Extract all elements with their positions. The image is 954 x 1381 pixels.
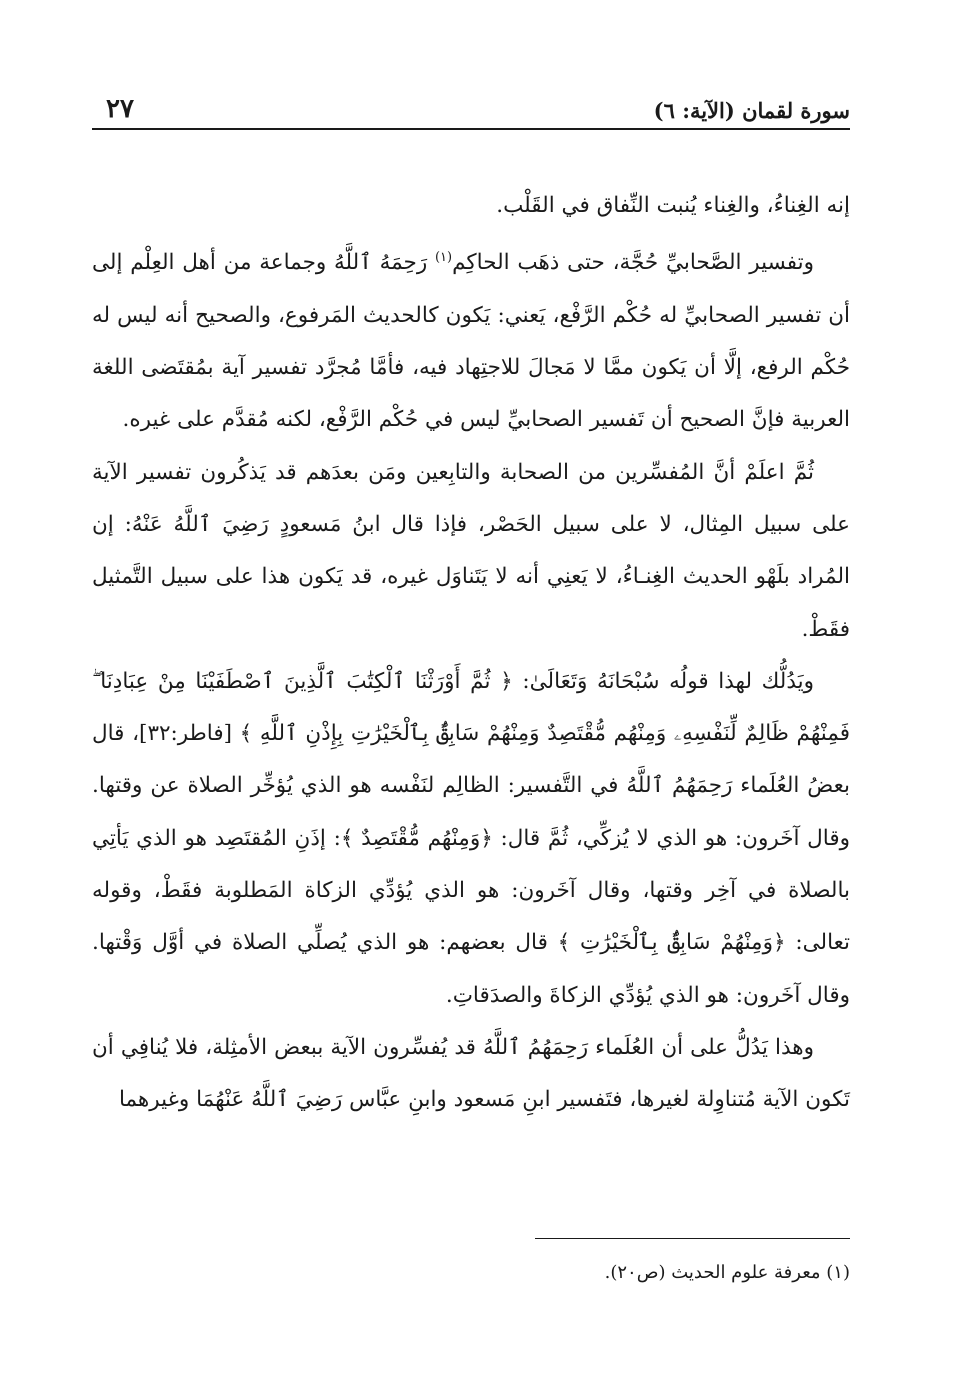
- running-title: سورة لقمان (الآية: ٦): [653, 98, 850, 123]
- footnote-marker: (١): [434, 250, 453, 266]
- paragraph: [92, 232, 850, 446]
- text-run: قال بعضهم: هو الذي يُصلِّي الصلاة في أوَّل وَقْتها. وقال آخَرون: هو الذي يُؤدِّي الزكاةَ والصدَقاتِ.: [92, 930, 850, 1008]
- paragraph: [92, 447, 850, 656]
- text-run: [فاطر:٣٢]، قال بعضُ العُلَماء رَحِمَهُمُ ٱللَّهُ في التَّفسير: الظالِم لنَفْسه هو الذي يُؤخِّر الصلاة عن وقتها. وقال آخَرون: هو الذي لا يُزكِّي، ثُمَّ قال:: [92, 721, 850, 851]
- page-header: [92, 92, 850, 132]
- page-number: ٢٧: [106, 94, 134, 124]
- text-run: إنه الغِناءُ، والغِناء يُنبت النِّفاق في القَلْب.: [496, 193, 850, 218]
- text-run: رَحِمَهُ ٱللَّهُ وجماعة من أهل العِلْم إلى أن تفسير الصحابيِّ له حُكْم الرَّفْع، يَعني: يَكون كالحديث المَرفوع، والصحيح أنه ليس له حُكْم الرفع، إلَّا أن يَكون ممَّا لا مَجالَ للاجتِهاد فيه، فأمَّا مُجرَّد تفسير آية بمُقتَضى اللغة العربية فإنَّ الصحيح أن تَفسير الصحابيِّ ليس في حُكْم الرَّفْع، لكنه مُقدَّم على غيره.: [92, 250, 850, 433]
- text-run: ويَدُلُّك لهذا قولُه سُبْحَانَهُ وَتَعَالَىٰ:: [512, 668, 814, 694]
- text-run: ثُمَّ اعلَمْ أنَّ المُفسِّرين من الصحابة والتابِعين ومَن بعدَهم قد يَذكُرون تفسير الآية على سبيل المِثال، لا على سبيل الحَصْر، فإذا قال ابنُ مَسعودٍ رَضِيَ ٱللَّهُ عَنْهُ: إن المُراد بلَهْو الحديث الغِنـاءُ، لا يَعنِي أنه لا يَتَناوَل غيره، قد يَكون هذا على سبيل التَّمثيل فقَطْ.: [92, 459, 850, 642]
- quran-verse: ﴿وَمِنْهُم مُّقْتَصِدٌ ﴾: [340, 825, 493, 851]
- text-run: وهذا يَدُلُّ على أن العُلَماء رَحِمَهُمُ ٱللَّهُ قد يُفسِّرون الآية ببعض الأمثِلة، فلا يُنافِي أن تَكون الآية مُتناوِلة لغيرها، فتَفسير ابنِ مَسعود وابنِ عبَّاس رَضِيَ ٱللَّهُ عَنْهُمَا وغيرهما: [92, 1034, 850, 1113]
- header-divider: [92, 128, 850, 130]
- paragraph: [92, 1022, 850, 1127]
- footnote: (١) معرفة علوم الحديث (ص٢٠).: [604, 1262, 850, 1283]
- quran-verse: ﴿ ثُمَّ أَوْرَثْنَا ٱلْكِتَٰبَ ٱلَّذِينَ ٱصْطَفَيْنَا مِنْ عِبَادِنَا ۖ فَمِنْهُمْ ظَالِمٌ لِّنَفْسِهِۦ وَمِنْهُم مُّقْتَصِدٌ وَمِنْهُمْ سَابِقٌۢ بِٱلْخَيْرَٰتِ بِإِذْنِ ٱللَّهِ ﴾: [92, 668, 850, 747]
- paragraph: [92, 656, 850, 1022]
- main-text: [92, 180, 850, 1127]
- quran-verse: ﴿وَمِنْهُمْ سَابِقٌۢ بِٱلْخَيْرَٰتِ ﴾: [557, 930, 786, 956]
- footnote-divider: [535, 1238, 850, 1239]
- paragraph: [92, 180, 850, 232]
- text-run: : إذَنِ المُقتَصِد هو الذي يَأتِي بالصلاة في آخِر وقتها، وقال آخَرون: هو الذي يُؤدِّي الزكاة المَطلوبة فقَطْ، وقوله تعالى:: [92, 825, 850, 956]
- text-run: وتفسير الصَّحابيِّ حُجَّة، حتى ذهَب الحاكِم: [452, 250, 814, 276]
